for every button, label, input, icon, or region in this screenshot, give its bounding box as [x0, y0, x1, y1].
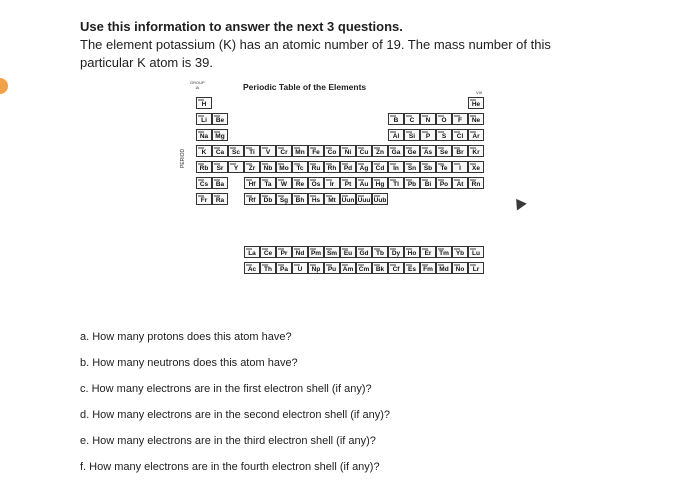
element-cell-xe: Xe — [468, 161, 484, 173]
element-cell-nd: Nd — [292, 246, 308, 258]
element-cell-ge: Ge — [404, 145, 420, 157]
element-cell-cd: Cd — [372, 161, 388, 173]
instructions-heading: Use this information to answer the next 3 questions. — [80, 19, 403, 34]
instructions-body: The element potassium (K) has an atomic number of 19. The mass number of this particular K atom is 39. — [80, 37, 551, 70]
element-cell-se: Se — [436, 145, 452, 157]
element-cell-n: N — [420, 113, 436, 125]
element-cell-hg: Hg — [372, 177, 388, 189]
element-cell-tl: Tl — [388, 177, 404, 189]
element-cell-ho: Ho — [404, 246, 420, 258]
element-cell-ta: Ta — [260, 177, 276, 189]
instructions-block — [80, 18, 600, 72]
element-cell-kr: Kr — [468, 145, 484, 157]
element-cell-sc: Sc — [228, 145, 244, 157]
element-cell-bh: Bh — [292, 193, 308, 205]
element-cell-nb: Nb — [260, 161, 276, 173]
element-cell-np: Np — [308, 262, 324, 274]
element-cell-v: V — [260, 145, 276, 157]
element-cell-md: Md — [436, 262, 452, 274]
element-cell-hf: Hf — [244, 177, 260, 189]
element-cell-he: He — [468, 97, 484, 109]
element-cell-p: P — [420, 129, 436, 141]
element-cell-br: Br — [452, 145, 468, 157]
element-cell-ca: Ca — [212, 145, 228, 157]
element-cell-pd: Pd — [340, 161, 356, 173]
element-cell-cf: Cf — [388, 262, 404, 274]
element-cell-fm: Fm — [420, 262, 436, 274]
element-cell-rb: Rb — [196, 161, 212, 173]
element-cell-bi: Bi — [420, 177, 436, 189]
element-cell-gd: Gd — [356, 246, 372, 258]
element-cell-zr: Zr — [244, 161, 260, 173]
element-cell-o: O — [436, 113, 452, 125]
element-cell-mg: Mg — [212, 129, 228, 141]
element-cell-lr: Lr — [468, 262, 484, 274]
element-cell-uuu: Uuu — [356, 193, 372, 205]
element-cell-ba: Ba — [212, 177, 228, 189]
element-cell-in: In — [388, 161, 404, 173]
element-cell-cr: Cr — [276, 145, 292, 157]
element-cell-i: I — [452, 161, 468, 173]
element-cell-cu: Cu — [356, 145, 372, 157]
element-cell-ru: Ru — [308, 161, 324, 173]
element-cell-ti: Ti — [244, 145, 260, 157]
periodic-table-title: Periodic Table of the Elements — [243, 82, 367, 92]
element-cell-th: Th — [260, 262, 276, 274]
element-cell-ne: Ne — [468, 113, 484, 125]
element-cell-sr: Sr — [212, 161, 228, 173]
element-cell-rh: Rh — [324, 161, 340, 173]
element-cell-re: Re — [292, 177, 308, 189]
element-cell-uun: Uun — [340, 193, 356, 205]
question-c: c. How many electrons are in the first electron shell (if any)? — [80, 383, 372, 395]
element-cell-am: Am — [340, 262, 356, 274]
question-e: e. How many electrons are in the third electron shell (if any)? — [80, 435, 376, 447]
element-cell-pm: Pm — [308, 246, 324, 258]
mouse-cursor-icon — [511, 195, 527, 210]
group-label: GROUP IA — [190, 80, 205, 90]
element-cell-po: Po — [436, 177, 452, 189]
element-cell-yb: Yb — [452, 246, 468, 258]
element-cell-fe: Fe — [308, 145, 324, 157]
element-cell-uub: Uub — [372, 193, 388, 205]
element-cell-u: U — [292, 262, 308, 274]
element-cell-fr: Fr — [196, 193, 212, 205]
period-label: PERIOD — [180, 148, 186, 168]
element-cell-ce: Ce — [260, 246, 276, 258]
element-cell-db: Db — [260, 193, 276, 205]
element-cell-f: F — [452, 113, 468, 125]
question-a: a. How many protons does this atom have? — [80, 331, 292, 343]
element-cell-pr: Pr — [276, 246, 292, 258]
element-cell-eu: Eu — [340, 246, 356, 258]
element-cell-b: B — [388, 113, 404, 125]
element-cell-tb: Tb — [372, 246, 388, 258]
element-cell-k: K — [196, 145, 212, 157]
element-cell-mo: Mo — [276, 161, 292, 173]
element-cell-co: Co — [324, 145, 340, 157]
element-cell-be: Be — [212, 113, 228, 125]
element-cell-au: Au — [356, 177, 372, 189]
element-cell-bk: Bk — [372, 262, 388, 274]
element-cell-c: C — [404, 113, 420, 125]
element-cell-mn: Mn — [292, 145, 308, 157]
element-cell-pb: Pb — [404, 177, 420, 189]
element-cell-pu: Pu — [324, 262, 340, 274]
element-cell-er: Er — [420, 246, 436, 258]
element-cell-na: Na — [196, 129, 212, 141]
element-cell-ni: Ni — [340, 145, 356, 157]
element-cell-cs: Cs — [196, 177, 212, 189]
element-cell-lu: Lu — [468, 246, 484, 258]
element-cell-ga: Ga — [388, 145, 404, 157]
element-cell-sg: Sg — [276, 193, 292, 205]
element-cell-al: Al — [388, 129, 404, 141]
element-cell-tc: Tc — [292, 161, 308, 173]
element-cell-rf: Rf — [244, 193, 260, 205]
element-cell-no: No — [452, 262, 468, 274]
element-cell-ac: Ac — [244, 262, 260, 274]
side-tab-marker — [0, 78, 8, 94]
element-cell-mt: Mt — [324, 193, 340, 205]
element-cell-ar: Ar — [468, 129, 484, 141]
element-cell-y: Y — [228, 161, 244, 173]
element-cell-ra: Ra — [212, 193, 228, 205]
element-cell-te: Te — [436, 161, 452, 173]
element-cell-sn: Sn — [404, 161, 420, 173]
question-d: d. How many electrons are in the second electron shell (if any)? — [80, 409, 390, 421]
element-cell-at: At — [452, 177, 468, 189]
element-cell-h: H — [196, 97, 212, 109]
element-cell-zn: Zn — [372, 145, 388, 157]
element-cell-ir: Ir — [324, 177, 340, 189]
element-cell-si: Si — [404, 129, 420, 141]
element-cell-dy: Dy — [388, 246, 404, 258]
question-f: f. How many electrons are in the fourth electron shell (if any)? — [80, 461, 380, 473]
element-cell-pa: Pa — [276, 262, 292, 274]
element-cell-w: W — [276, 177, 292, 189]
element-cell-li: Li — [196, 113, 212, 125]
element-cell-as: As — [420, 145, 436, 157]
question-b: b. How many neutrons does this atom have? — [80, 357, 298, 369]
element-cell-s: S — [436, 129, 452, 141]
element-cell-tm: Tm — [436, 246, 452, 258]
element-cell-rn: Rn — [468, 177, 484, 189]
element-cell-sm: Sm — [324, 246, 340, 258]
element-cell-os: Os — [308, 177, 324, 189]
element-cell-cm: Cm — [356, 262, 372, 274]
element-cell-ag: Ag — [356, 161, 372, 173]
element-cell-la: La — [244, 246, 260, 258]
element-cell-cl: Cl — [452, 129, 468, 141]
element-cell-hs: Hs — [308, 193, 324, 205]
element-cell-pt: Pt — [340, 177, 356, 189]
element-cell-sb: Sb — [420, 161, 436, 173]
group-viii-label: VIII — [476, 90, 483, 95]
element-cell-es: Es — [404, 262, 420, 274]
